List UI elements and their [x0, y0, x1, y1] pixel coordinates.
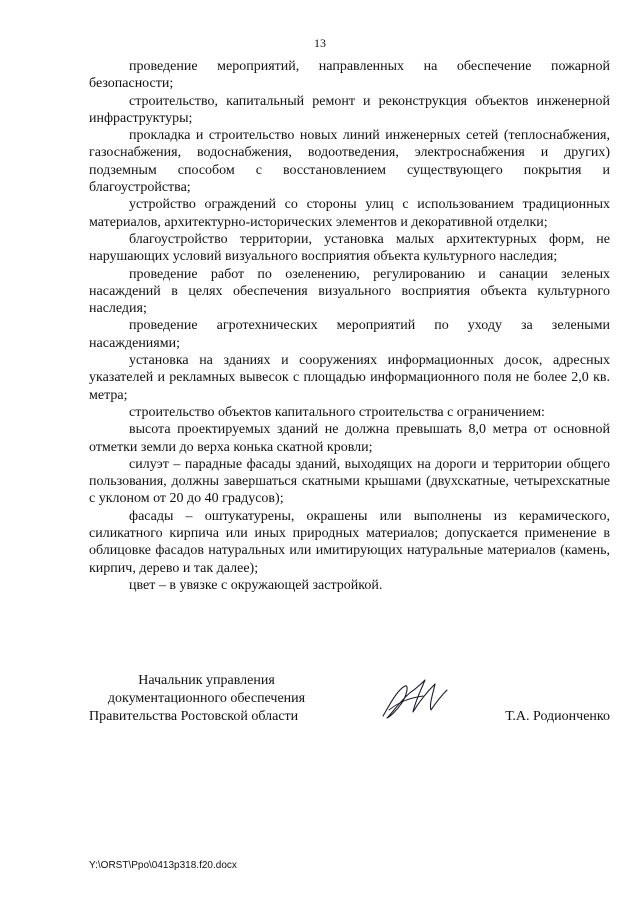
paragraph: проведение агротехнических мероприятий по уходу за зелеными насаждениями;	[89, 318, 610, 351]
paragraph: благоустройство территории, установка малых архитектурных форм, не нарушающих условий визуального восприятия объекта культурного наследия;	[89, 231, 610, 265]
paragraph: устройство ограждений со стороны улиц с использованием традиционных материалов, архитектурно-исторических элементов и декоративной отделки;	[89, 197, 610, 230]
paragraph: фасады – оштукатурены, окрашены или выполнены из керамического, силикатного кирпича или иных природных материалов; допускается применение в облицовке фасадов натуральных или имитирующих натуральные материалов (камень, кирпич, дерево и так далее);	[89, 508, 610, 576]
paragraph: высота проектируемых зданий не должна превышать 8,0 метра от основной отметки земли до верха конька скатной кровли;	[89, 422, 610, 455]
signatory-position-line: Правительства Ростовской области	[89, 709, 299, 724]
paragraph: силуэт – парадные фасады зданий, выходящих на дороги и территории общего пользования, должны завершаться скатными крышами (двухскатные, четырехскатные с уклоном от 20 до 40 градусов);	[89, 456, 610, 507]
signatory-position-line: Начальник управления	[138, 673, 275, 688]
paragraph: проведение мероприятий, направленных на обеспечение пожарной безопасности;	[89, 59, 610, 92]
paragraph: проведение работ по озеленению, регулированию и санации зеленых насаждений в целях обеспечения визуального восприятия объекта культурного наследия;	[89, 266, 610, 317]
signatory-position	[89, 672, 324, 726]
page-number: 13	[314, 36, 326, 50]
handwritten-signature	[379, 676, 451, 722]
paragraph: цвет – в увязке с окружающей застройкой.	[129, 577, 383, 593]
paragraph: установка на зданиях и сооружениях информационных досок, адресных указателей и рекламных вывесок с площадью информационного поля не более 2,0 кв. метра;	[89, 353, 610, 403]
signatory-name: Т.А. Родионченко	[505, 709, 610, 724]
paragraph: строительство, капитальный ремонт и реконструкция объектов инженерной инфраструктуры;	[89, 93, 610, 126]
signatory-position-line: документационного обеспечения	[107, 691, 306, 706]
paragraph: строительство объектов капитального строительства с ограничением:	[129, 404, 545, 420]
paragraph: прокладка и строительство новых линий инженерных сетей (теплоснабжения, газоснабжения, водоснабжения, водоотведения, электроснабжения и других) подземным способом с восстановлением существующего покрытия и благоустройства;	[89, 128, 610, 196]
signature-block	[89, 672, 610, 732]
document-body	[89, 58, 610, 594]
file-path: Y:\ORST\Ppo\0413p318.f20.docx	[89, 860, 237, 871]
